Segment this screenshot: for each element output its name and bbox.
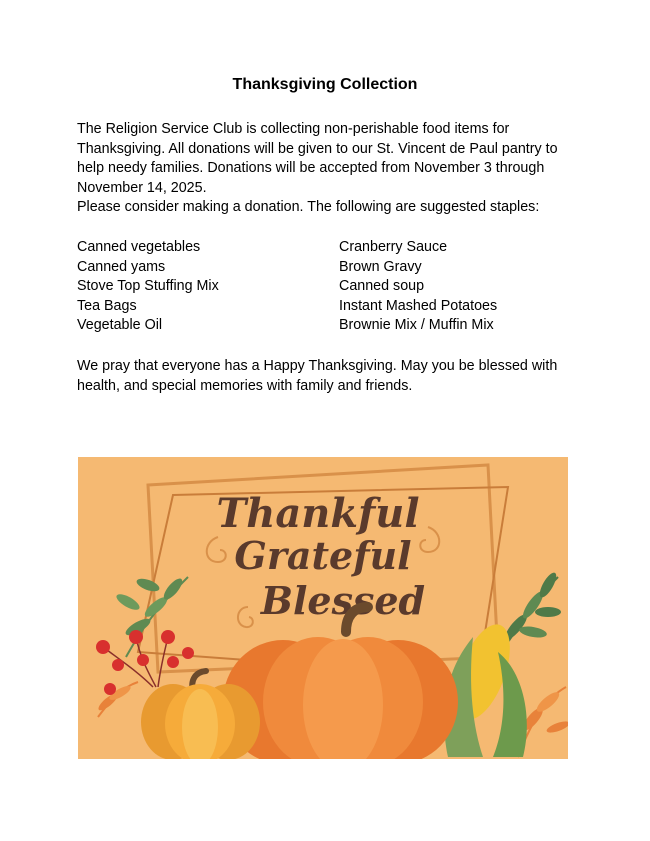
staples-row <box>77 238 537 258</box>
word-thankful: Thankful <box>216 490 420 537</box>
closing-paragraph: We pray that everyone has a Happy Thanksgiving. May you be blessed with health, and special memories with family and friends. <box>77 358 558 394</box>
staple-item: Brownie Mix / Muffin Mix <box>339 317 494 334</box>
staples-row <box>77 316 537 336</box>
staple-item: Cranberry Sauce <box>339 239 448 255</box>
staple-item: Vegetable Oil <box>77 317 163 334</box>
staple-item: Canned soup <box>339 278 425 295</box>
staple-item: Brown Gravy <box>339 258 422 275</box>
staple-item: Canned yams <box>77 258 166 275</box>
staple-item: Tea Bags <box>77 297 137 314</box>
thanksgiving-illustration <box>78 457 568 759</box>
staples-list <box>77 238 537 336</box>
word-blessed: Blessed <box>260 578 426 623</box>
illustration-svg <box>78 457 568 759</box>
staples-row <box>77 277 537 297</box>
staple-item: Stove Top Stuffing Mix <box>77 278 219 295</box>
word-grateful: Grateful <box>234 533 412 578</box>
staple-item: Canned vegetables <box>77 239 201 255</box>
intro-paragraph <box>77 120 587 218</box>
donation-prompt: Please consider making a donation. The following are suggested staples: <box>77 199 540 216</box>
staples-row <box>77 297 537 317</box>
staples-row <box>77 258 537 278</box>
staple-item: Instant Mashed Potatoes <box>339 297 498 314</box>
page-title: Thanksgiving Collection <box>232 76 418 93</box>
intro-text: The Religion Service Club is collecting non-perishable food items for Thanksgiving. All donations will be given to our St. Vincent de Paul pantry to help needy families. Donations will be accepted from November 3 through November 14, 2025. <box>77 121 558 196</box>
